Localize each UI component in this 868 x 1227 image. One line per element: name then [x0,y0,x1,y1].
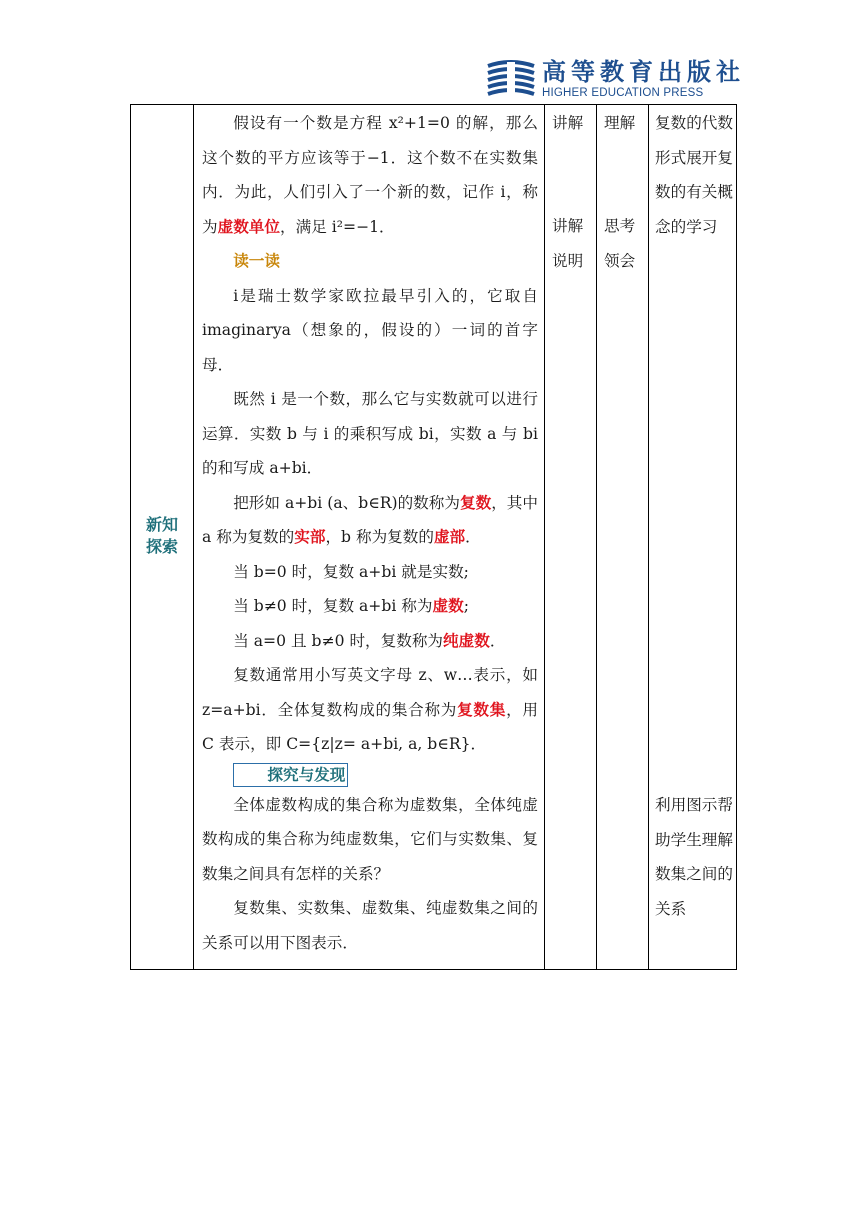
case-pure-tail: ． [489,631,506,650]
paragraph-intro [202,106,538,244]
paragraph-definition [202,486,538,555]
table-bottom-border [130,969,737,970]
student-activity-1: 理解 [604,114,636,132]
case-pure-text: 当 a=0 且 b≠0 时，复数称为 [233,631,444,650]
paragraph-explore-answer: 复数集、实数集、虚数集、纯虚数集之间的关系可以用下图表示． [202,899,538,952]
paragraph-case-pure [202,624,538,659]
term-pure-imaginary: 纯虚数 [443,630,490,650]
paragraph-euler: i是瑞士数学家欧拉最早引入的，它取自 imaginarya（想象的，假设的）一词的首字母． [202,286,538,374]
publisher-logo [486,57,745,102]
term-complex-set: 复数集 [457,699,507,719]
case-imaginary-tail: ; [463,597,469,615]
read-heading: 读一读 [233,252,280,270]
intro-tail: ，满足 i²=−1． [280,217,395,236]
publisher-emblem-icon [486,60,536,98]
column-divider-3 [596,104,597,970]
table-top-border [130,104,737,105]
paragraph-operations: 既然 i 是一个数，那么它与实数就可以进行运算．实数 b 与 i 的乘积写成 bi，实数 a 与 bi 的和写成 a+bi． [202,390,538,477]
complex-set-tail: ，用 C 表示，即 C={z|z= a+bi, a, b∈R}． [202,700,538,753]
paragraph-complex-set [202,658,538,762]
paragraph-case-imaginary [202,589,538,624]
term-imaginary-part: 虚部 [433,527,466,546]
definition-text-b: ，其中 a 称为复数的 [202,493,538,546]
lesson-content [202,106,538,960]
publisher-name-cn: 高等教育出版社 [542,57,745,86]
page-header [0,0,868,104]
student-activity-2: 思考 领会 [604,217,636,270]
intro-text: 假设有一个数是方程 x²+1=0 的解，那么这个数的平方应该等于−1．这个数不在实数集内．为此，人们引入了一个新的数，记作 i，称为 [202,114,538,236]
definition-text-c: ，b 称为复数的 [325,528,434,546]
term-real-part: 实部 [294,527,326,546]
term-imaginary-number: 虚数 [432,596,464,615]
publisher-name-en: HIGHER EDUCATION PRESS [542,87,704,99]
definition-text-d: ． [465,528,481,546]
table-right-border [736,104,737,970]
stage-label: 新知 探索 [145,515,178,556]
complex-set-text: 复数通常用小写英文字母 z、w…表示，如 z=a+bi．全体复数构成的集合称为 [202,666,538,719]
definition-text-a: 把形如 a+bi (a、b∈R)的数称为 [233,493,460,512]
paragraph-case-real: 当 b=0 时，复数 a+bi 就是实数; [233,562,469,581]
explore-heading-wrap [202,762,538,788]
paragraph-explore-question: 全体虚数构成的集合称为虚数集，全体纯虚数构成的集合称为纯虚数集，它们与实数集、复数集之间具有怎样的关系？ [202,795,538,883]
teacher-activity-1: 讲解 [552,114,584,132]
teacher-activity-2: 讲解 说明 [552,217,584,270]
explore-heading: 探究与发现 [233,763,348,787]
term-complex-number: 复数 [459,492,492,512]
teaching-intent-2: 利用图示帮助学生理解数集之间的关系 [655,796,733,918]
term-imaginary-unit: 虚数单位 [217,216,280,236]
column-divider-4 [648,104,649,970]
teaching-intent-1: 复数的代数形式展开复数的有关概念的学习 [655,114,733,236]
case-imaginary-text: 当 b≠0 时，复数 a+bi 称为 [233,597,433,615]
column-divider-2 [544,104,545,970]
